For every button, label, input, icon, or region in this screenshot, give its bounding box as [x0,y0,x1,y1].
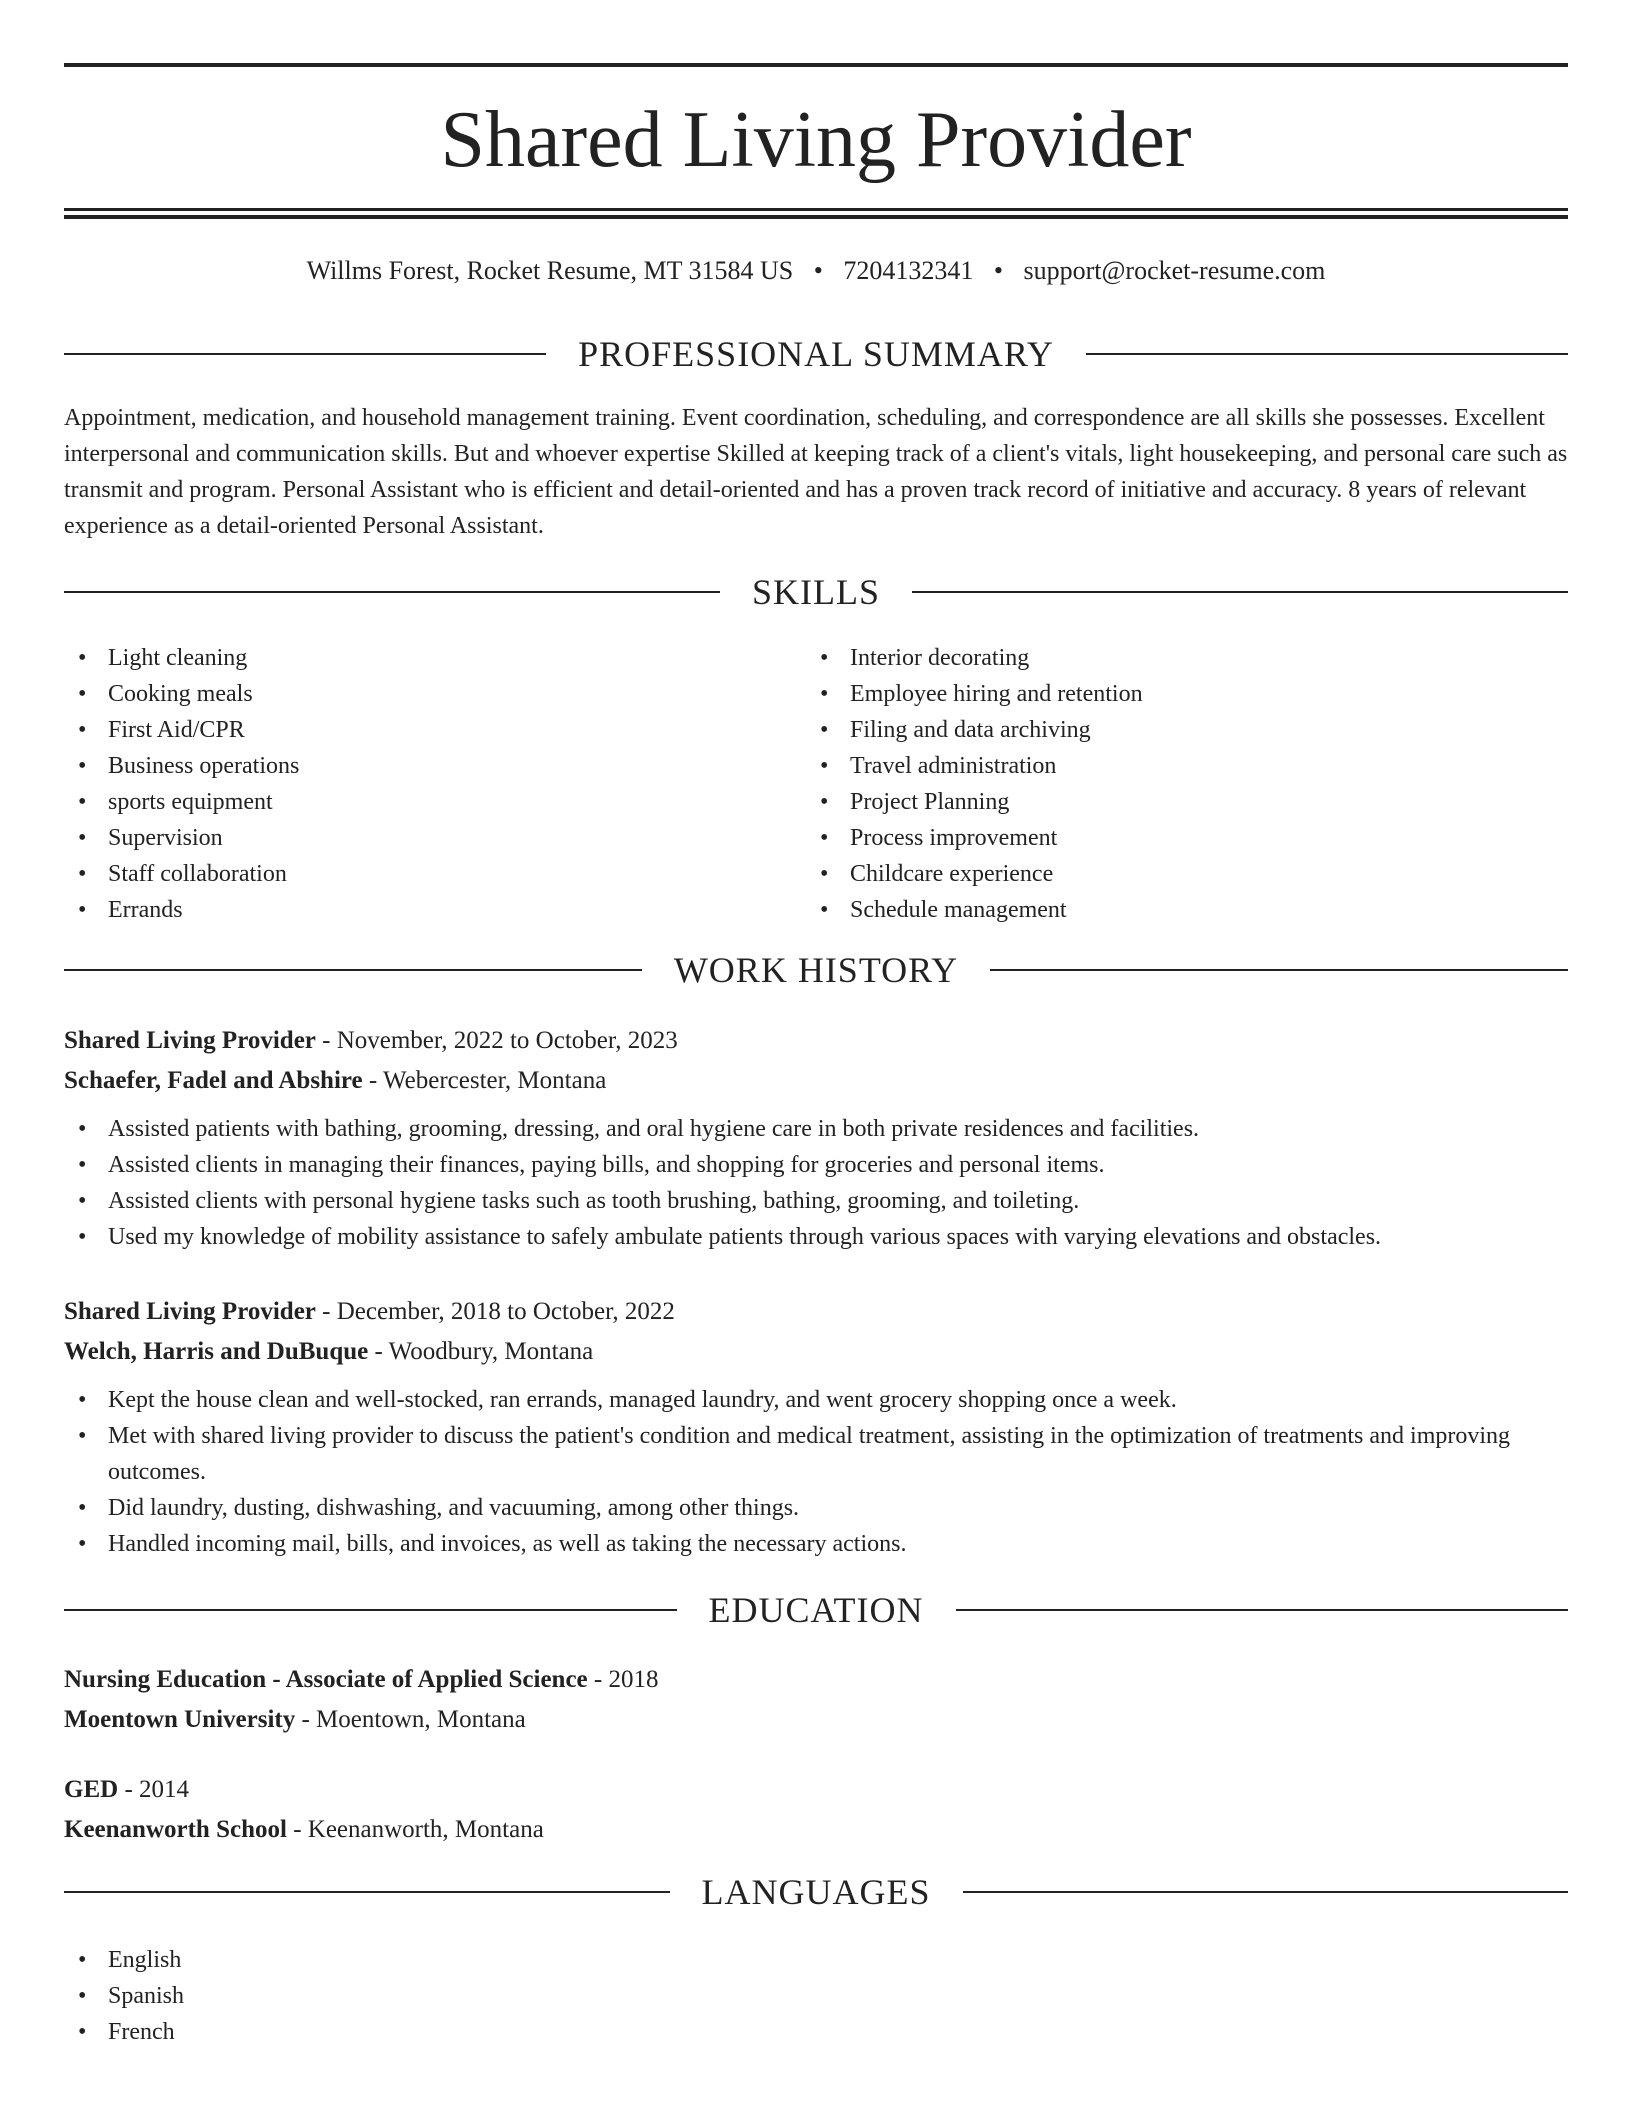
job-entry [64,1292,1568,1562]
summary-heading: PROFESSIONAL SUMMARY [578,334,1054,374]
job-title-line [64,1021,1568,1061]
double-rule-lower [64,215,1568,219]
school-location: - Moentown, Montana [295,1706,526,1733]
skill-item: • Project Planning [806,784,1568,820]
section-rule-right [990,969,1568,971]
section-rule-right [912,591,1568,593]
education-entry [64,1660,1568,1740]
section-rule-left [64,353,546,355]
skill-item: • Cooking meals [64,676,804,712]
skill-item: • Travel administration [806,748,1568,784]
school-line [64,1810,1568,1850]
summary-text: Appointment, medication, and household management training. Event coordination, scheduling, and correspondence are all skills she possesses. Excellent interpersonal and communication skills. But and whoever expertise Skilled at keeping track of a client's vitals, light housekeeping, and personal care such as transmit and program. Personal Assistant who is efficient and detail-oriented and has a proven track record of initiative and accuracy. 8 years of relevant experience as a detail-oriented Personal Assistant. [64,405,1568,539]
job-bullet: • Met with shared living provider to discuss the patient's condition and medical treatment, assisting in the optimization of treatments and improving outcomes. [64,1418,1568,1490]
school-location: - Keenanworth, Montana [286,1816,544,1843]
job-company: Welch, Harris and DuBuque [64,1338,369,1365]
job-location: - Woodbury, Montana [368,1338,594,1365]
job-company-line [64,1061,1568,1101]
degree-line [64,1660,1568,1700]
skill-item: • Interior decorating [806,640,1568,676]
job-bullet: • Did laundry, dusting, dishwashing, and vacuuming, among other things. [64,1490,1568,1526]
skill-item: • sports equipment [64,784,804,820]
contact-line [64,254,1568,288]
degree-year: - 2018 [587,1666,659,1693]
summary-section-header [64,334,1568,374]
languages-section-header [64,1872,1568,1912]
language-item: • French [64,2014,1568,2050]
job-bullet: • Used my knowledge of mobility assistance to safely ambulate patients through various spaces with varying elevations and obstacles. [64,1219,1568,1255]
skill-item: • Business operations [64,748,804,784]
job-dates: - November, 2022 to October, 2023 [315,1027,678,1054]
skill-item: • Supervision [64,820,804,856]
languages-heading: LANGUAGES [701,1872,931,1912]
section-rule-left [64,1609,677,1611]
skill-item: • Staff collaboration [64,856,804,892]
job-bullet: • Handled incoming mail, bills, and invoices, as well as taking the necessary actions. [64,1526,1568,1562]
skills-list-right [806,640,1568,928]
job-bullet: • Kept the house clean and well-stocked, ran errands, managed laundry, and went grocery shopping once a week. [64,1382,1568,1418]
contact-address: Willms Forest, Rocket Resume, MT 31584 US [306,256,794,285]
language-item: • Spanish [64,1978,1568,2014]
job-title: Shared Living Provider [64,1298,316,1325]
skills-list-left [64,640,804,928]
section-rule-right [1086,353,1568,355]
degree-year: - 2014 [118,1776,190,1803]
job-bullets [64,1111,1568,1255]
skill-item: • Process improvement [806,820,1568,856]
skill-item: • First Aid/CPR [64,712,804,748]
degree: Nursing Education - Associate of Applied Science [64,1666,588,1693]
job-bullet: • Assisted patients with bathing, grooming, dressing, and oral hygiene care in both private residences and facilities. [64,1111,1568,1147]
skill-item: • Employee hiring and retention [806,676,1568,712]
degree-line [64,1770,1568,1810]
education-heading: EDUCATION [708,1590,924,1630]
job-title-line [64,1292,1568,1332]
work-section-header [64,950,1568,990]
job-bullet: • Assisted clients in managing their finances, paying bills, and shopping for groceries and personal items. [64,1147,1568,1183]
education-section-header [64,1590,1568,1630]
contact-separator: • [813,256,823,285]
languages-list [64,1942,1568,2050]
language-item: • English [64,1942,1568,1978]
job-title: Shared Living Provider [64,1027,316,1054]
skill-item: • Schedule management [806,892,1568,928]
contact-email[interactable]: support@rocket-resume.com [1023,256,1326,285]
skill-item: • Light cleaning [64,640,804,676]
section-rule-left [64,1891,670,1893]
skill-item: • Childcare experience [806,856,1568,892]
job-location: - Webercester, Montana [362,1067,607,1094]
skill-item: • Filing and data archiving [806,712,1568,748]
education-entry [64,1770,1568,1850]
work-heading: WORK HISTORY [673,950,959,990]
section-rule-right [956,1609,1569,1611]
school: Moentown University [64,1706,296,1733]
skills-heading: SKILLS [752,572,881,612]
job-bullet: • Assisted clients with personal hygiene tasks such as tooth brushing, bathing, grooming, and toileting. [64,1183,1568,1219]
top-rule [64,63,1568,67]
school-line [64,1700,1568,1740]
job-company: Schaefer, Fadel and Abshire [64,1067,363,1094]
school: Keenanworth School [64,1816,287,1843]
degree: GED [64,1776,119,1803]
section-rule-right [963,1891,1569,1893]
job-bullets [64,1382,1568,1562]
skills-section-header [64,572,1568,612]
skill-item: • Errands [64,892,804,928]
double-rule-upper [64,208,1568,211]
section-rule-left [64,969,642,971]
section-rule-left [64,591,720,593]
contact-separator: • [993,256,1003,285]
job-entry [64,1021,1568,1255]
job-company-line [64,1332,1568,1372]
candidate-name: Shared Living Provider [440,96,1192,184]
job-dates: - December, 2018 to October, 2022 [315,1298,675,1325]
contact-phone[interactable]: 7204132341 [843,256,974,285]
